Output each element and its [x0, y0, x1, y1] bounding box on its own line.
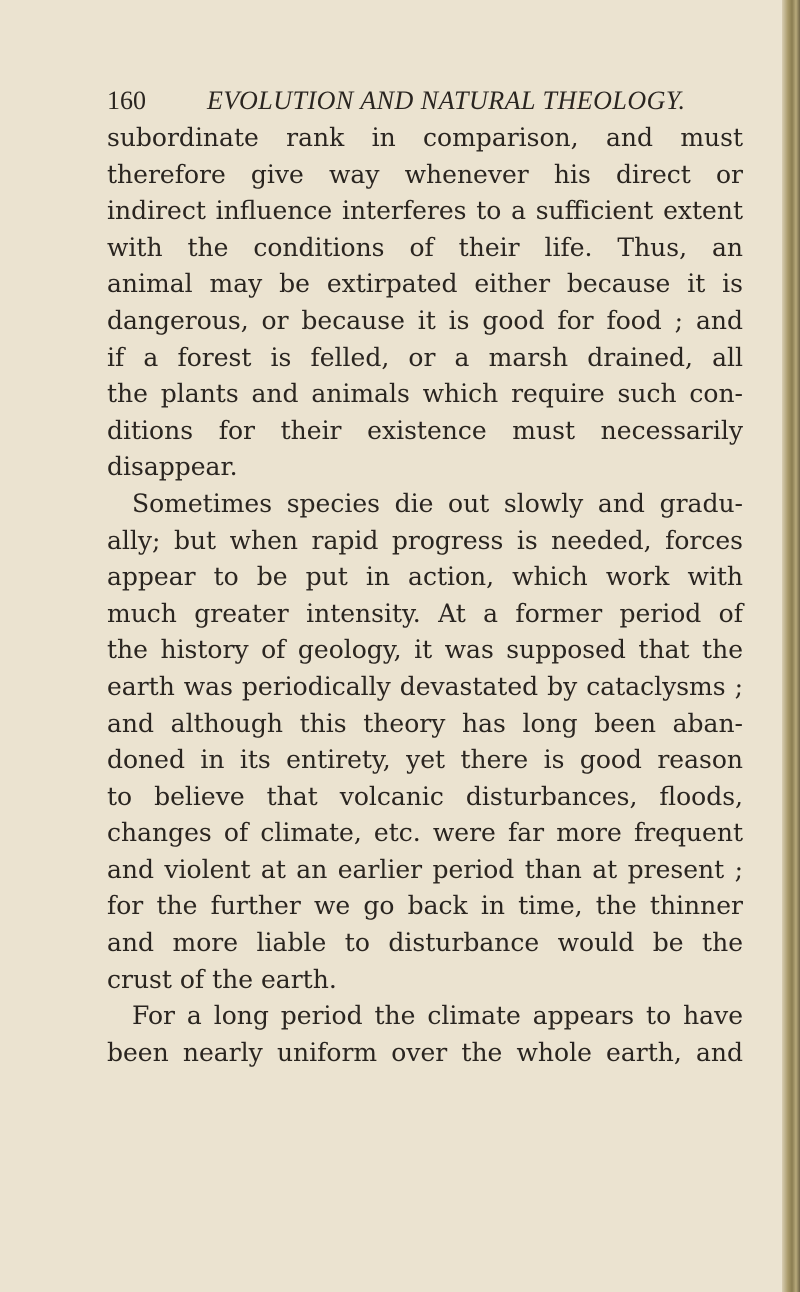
text-line: dangerous, or because it is good for food ; and: [107, 305, 743, 335]
running-title: EVOLUTION AND NATURAL THEOLOGY.: [207, 86, 686, 115]
text-line: animal may be extirpated either because it is: [107, 269, 743, 299]
text-line: subordinate rank in comparison, and must: [107, 123, 743, 152]
text-line: For a long period the climate appears to have: [132, 1001, 743, 1031]
text-line: earth was periodically devastated by cataclysms ;: [107, 671, 743, 701]
page-edge: [782, 0, 800, 1292]
text-line: ally; but when rapid progress is needed, forces: [107, 525, 743, 555]
page-number: 160: [107, 86, 146, 115]
text-line: doned in its entirety, yet there is good reason: [107, 745, 743, 775]
text-line: for the further we go back in time, the thinner: [107, 891, 743, 921]
text-line: if a forest is felled, or a marsh drained, all: [107, 342, 743, 372]
text-line: Sometimes species die out slowly and gradu-: [132, 488, 743, 518]
text-line: to believe that volcanic disturbances, floods,: [107, 781, 743, 811]
text-line: with the conditions of their life. Thus, an: [107, 232, 743, 262]
text-line: therefore give way whenever his direct or: [107, 159, 743, 189]
text-line: the plants and animals which require such con-: [107, 379, 743, 409]
text-line: changes of climate, etc. were far more frequent: [107, 818, 743, 848]
text-line: been nearly uniform over the whole earth, and: [107, 1037, 743, 1067]
text-line: and violent at an earlier period than at present ;: [107, 854, 743, 884]
text-line: ditions for their existence must necessarily: [107, 415, 743, 445]
running-head: [107, 84, 747, 118]
body-text: [107, 120, 743, 1071]
text-line: and more liable to disturbance would be the: [107, 928, 743, 958]
text-line: crust of the earth.: [107, 964, 337, 994]
text-line: and although this theory has long been aban-: [107, 708, 743, 738]
text-line: the history of geology, it was supposed that the: [107, 635, 743, 665]
text-line: disappear.: [107, 452, 238, 482]
text-line: appear to be put in action, which work with: [107, 562, 743, 592]
text-line: much greater intensity. At a former period of: [107, 598, 743, 628]
text-line: indirect influence interferes to a sufficient extent: [107, 196, 743, 226]
